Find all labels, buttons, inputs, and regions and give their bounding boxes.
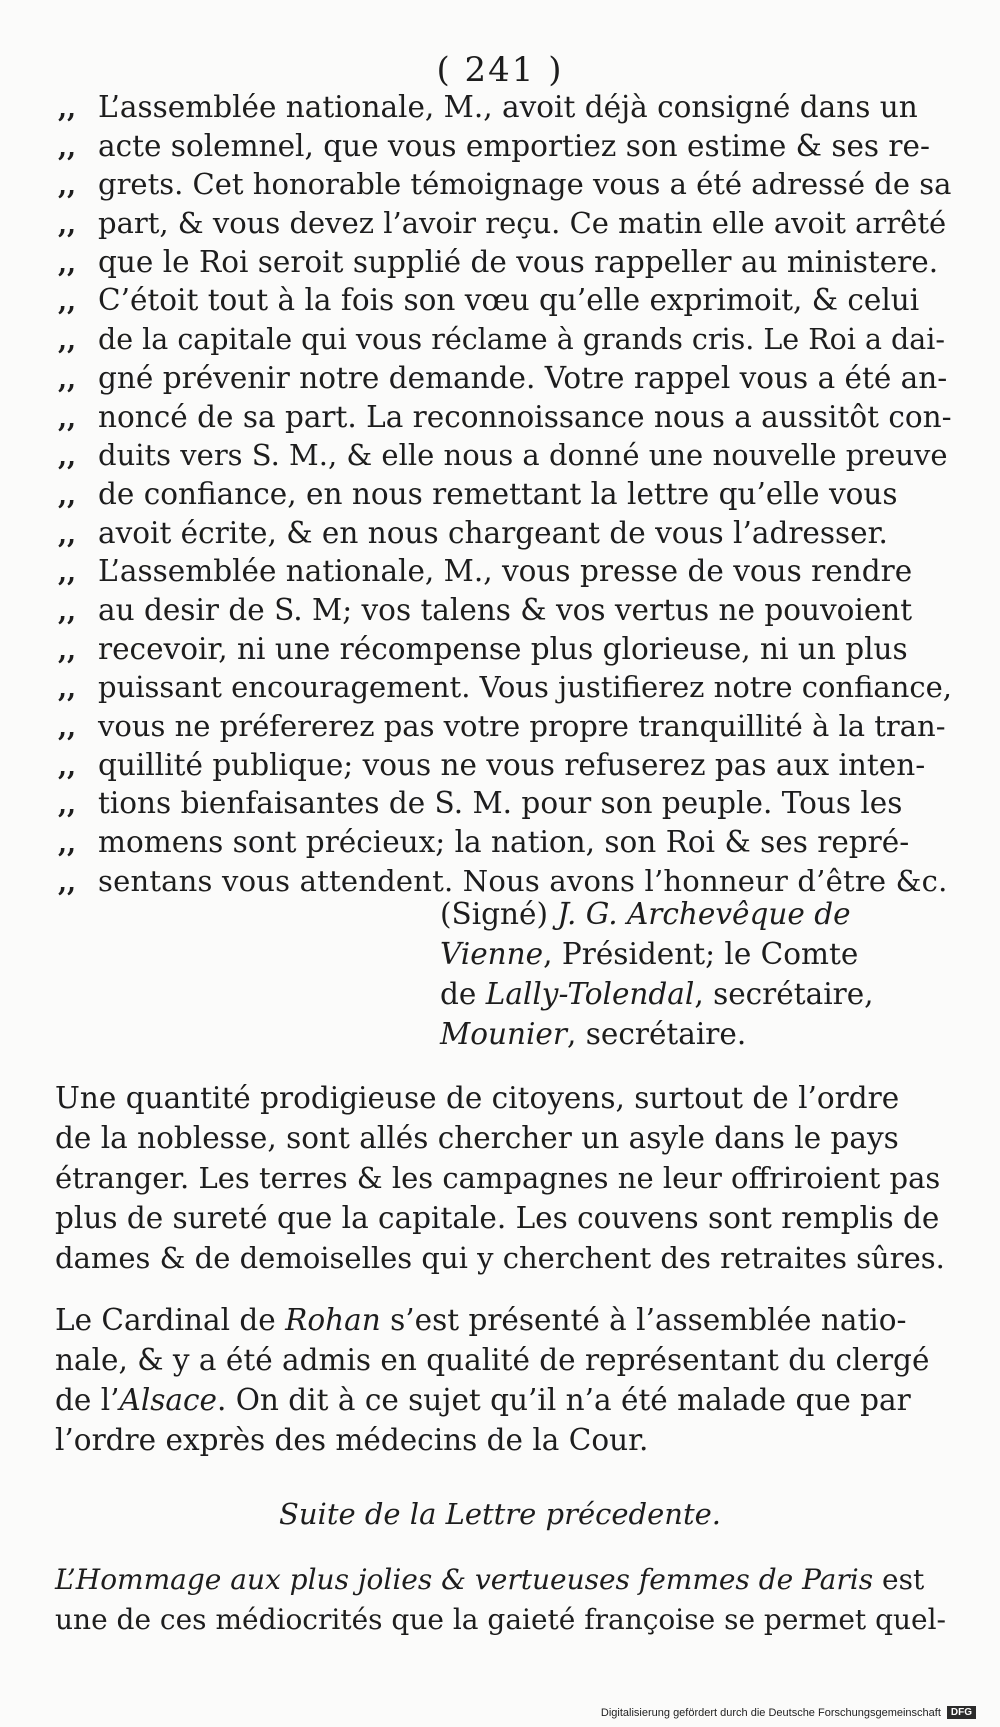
quote-mark: ,, bbox=[58, 867, 77, 898]
quote-line bbox=[58, 514, 958, 553]
quote-text: quillité publique; vous ne vous refuserez pas aux inten- bbox=[98, 747, 926, 782]
quoted-letter bbox=[58, 88, 958, 900]
quote-mark: ,, bbox=[58, 364, 77, 395]
signature-president: , Président; le Comte bbox=[543, 937, 859, 971]
quote-mark: ,, bbox=[58, 674, 77, 705]
quote-text: C’étoit tout à la fois son vœu qu’elle exprimoit, & celui bbox=[98, 283, 920, 318]
quote-line bbox=[58, 436, 958, 475]
quote-text: de la capitale qui vous réclame à grands cris. Le Roi a dai- bbox=[98, 323, 946, 357]
quote-line bbox=[58, 591, 958, 630]
paragraph-cardinal bbox=[55, 1300, 955, 1460]
text-span: Le Cardinal de bbox=[55, 1303, 276, 1337]
quote-text: L’assemblée nationale, M., avoit déjà consigné dans un bbox=[98, 90, 918, 124]
quote-line bbox=[58, 668, 958, 707]
paragraph-emigration bbox=[55, 1078, 955, 1278]
quote-mark: ,, bbox=[58, 635, 77, 666]
section-title: Suite de la Lettre précedente. bbox=[279, 1497, 721, 1531]
quote-text: puissant encouragement. Vous justifierez notre confiance, bbox=[98, 670, 953, 705]
quote-line bbox=[58, 746, 958, 785]
quote-text: avoit écrite, & en nous chargeant de vous l’adresser. bbox=[98, 515, 888, 550]
quote-line bbox=[58, 204, 958, 243]
signature-secretary-2: , secrétaire. bbox=[566, 1017, 747, 1051]
quote-text: vous ne préfererez pas votre propre tranquillité à la tran- bbox=[98, 709, 946, 743]
signature-mounier: Mounier bbox=[440, 1017, 567, 1051]
signature-block bbox=[440, 894, 960, 1054]
quote-mark: ,, bbox=[58, 558, 77, 589]
signature-lally: Lally-Tolendal bbox=[485, 977, 695, 1011]
paragraph-line: une de ces médiocrités que la gaieté françoise se permet quel- bbox=[55, 1603, 947, 1636]
quote-text: que le Roi seroit supplié de vous rappeller au ministere. bbox=[98, 244, 939, 279]
quote-text: noncé de sa part. La reconnoissance nous a aussitôt con- bbox=[98, 399, 952, 434]
footer-text: Digitalisierung gefördert durch die Deutsche Forschungsgemeinschaft bbox=[600, 1706, 941, 1719]
paragraph-line bbox=[55, 1300, 955, 1340]
paragraph-line: de la noblesse, sont allés chercher un asyle dans le pays bbox=[55, 1121, 899, 1155]
quote-mark: ,, bbox=[58, 519, 77, 550]
quote-text: momens sont précieux; la nation, son Roi & ses repré- bbox=[98, 825, 910, 860]
quote-mark: ,, bbox=[58, 132, 77, 163]
quote-mark: ,, bbox=[58, 171, 77, 202]
quote-line bbox=[58, 281, 958, 320]
signature-signed: (Signé) bbox=[440, 897, 549, 931]
signature-line bbox=[440, 1014, 960, 1054]
quote-line bbox=[58, 707, 958, 746]
quote-text: acte solemnel, que vous emportiez son estime & ses re- bbox=[98, 128, 930, 163]
quote-text: L’assemblée nationale, M., vous presse de vous rendre bbox=[98, 554, 913, 589]
quote-mark: ,, bbox=[58, 210, 77, 241]
quote-text: tions bienfaisantes de S. M. pour son peuple. Tous les bbox=[98, 786, 903, 821]
quote-text: sentans vous attendent. Nous avons l’honneur d’être &c. bbox=[98, 863, 948, 898]
quote-line bbox=[58, 784, 958, 823]
paragraph-line: plus de sureté que la capitale. Les couvens sont remplis de bbox=[55, 1201, 940, 1235]
quote-text: duits vers S. M., & elle nous a donné une nouvelle preuve bbox=[98, 438, 948, 473]
quote-text: au desir de S. M; vos talens & vos vertus ne pouvoient bbox=[98, 592, 913, 627]
dfg-logo: DFG bbox=[947, 1706, 976, 1719]
quote-mark: ,, bbox=[58, 596, 77, 627]
signature-archbishop: J. G. Archevêque de bbox=[557, 897, 851, 931]
quote-mark: ,, bbox=[58, 790, 77, 821]
quote-line bbox=[58, 165, 958, 204]
paragraph-line: dames & de demoiselles qui y cherchent des retraites sûres. bbox=[55, 1241, 945, 1275]
quote-line bbox=[58, 127, 958, 166]
signature-secretary: , secrétaire, bbox=[694, 977, 874, 1011]
paragraph-line bbox=[55, 1380, 955, 1420]
quote-mark: ,, bbox=[58, 326, 77, 357]
quote-mark: ,, bbox=[58, 403, 77, 434]
text-span: de l’ bbox=[55, 1383, 120, 1417]
quote-mark: ,, bbox=[58, 442, 77, 473]
paragraph-line: nale, & y a été admis en qualité de représentant du clergé bbox=[55, 1343, 930, 1377]
quote-text: gné prévenir notre demande. Votre rappel vous a été an- bbox=[98, 360, 948, 395]
quote-line bbox=[58, 359, 958, 398]
quote-line bbox=[58, 320, 958, 359]
title-hommage: L’Hommage aux plus jolies & vertueuses femmes de Paris bbox=[55, 1563, 874, 1596]
quote-text: recevoir, ni une récompense plus glorieuse, ni un plus bbox=[98, 631, 908, 666]
quote-line bbox=[58, 552, 958, 591]
digitization-footer bbox=[601, 1706, 976, 1719]
paragraph-line: l’ordre exprès des médecins de la Cour. bbox=[55, 1423, 649, 1457]
quote-mark: ,, bbox=[58, 94, 77, 124]
text-span: . On dit à ce sujet qu’il n’a été malade que par bbox=[216, 1383, 911, 1417]
quote-mark: ,, bbox=[58, 751, 77, 782]
signature-vienne: Vienne bbox=[440, 937, 544, 971]
text-span: est bbox=[882, 1563, 925, 1596]
quote-text: de confiance, en nous remettant la lettre qu’elle vous bbox=[98, 476, 898, 511]
quote-text: grets. Cet honorable témoignage vous a été adressé de sa bbox=[98, 167, 952, 202]
signature-de: de bbox=[440, 977, 477, 1011]
quote-mark: ,, bbox=[58, 480, 77, 511]
quote-mark: ,, bbox=[58, 248, 77, 279]
quote-text: part, & vous devez l’avoir reçu. Ce matin elle avoit arrêté bbox=[98, 206, 947, 241]
quote-mark: ,, bbox=[58, 287, 77, 318]
quote-line bbox=[58, 88, 958, 127]
paragraph-line: Une quantité prodigieuse de citoyens, surtout de l’ordre bbox=[55, 1081, 900, 1115]
quote-line bbox=[58, 823, 958, 862]
signature-line bbox=[440, 934, 960, 974]
quote-mark: ,, bbox=[58, 713, 77, 743]
paragraph-line bbox=[55, 1560, 955, 1600]
name-alsace: Alsace bbox=[119, 1383, 217, 1417]
quote-mark: ,, bbox=[58, 829, 77, 860]
quote-line bbox=[58, 475, 958, 514]
quote-line bbox=[58, 243, 958, 282]
signature-line bbox=[440, 894, 960, 934]
signature-line bbox=[440, 974, 960, 1014]
paragraph-hommage bbox=[55, 1560, 955, 1640]
quote-line bbox=[58, 630, 958, 669]
text-span: s’est présenté à l’assemblée natio- bbox=[390, 1303, 907, 1337]
page-number: ( 241 ) bbox=[436, 50, 564, 90]
name-rohan: Rohan bbox=[285, 1303, 381, 1337]
quote-line bbox=[58, 398, 958, 437]
paragraph-line: étranger. Les terres & les campagnes ne leur offriroient pas bbox=[55, 1161, 941, 1195]
